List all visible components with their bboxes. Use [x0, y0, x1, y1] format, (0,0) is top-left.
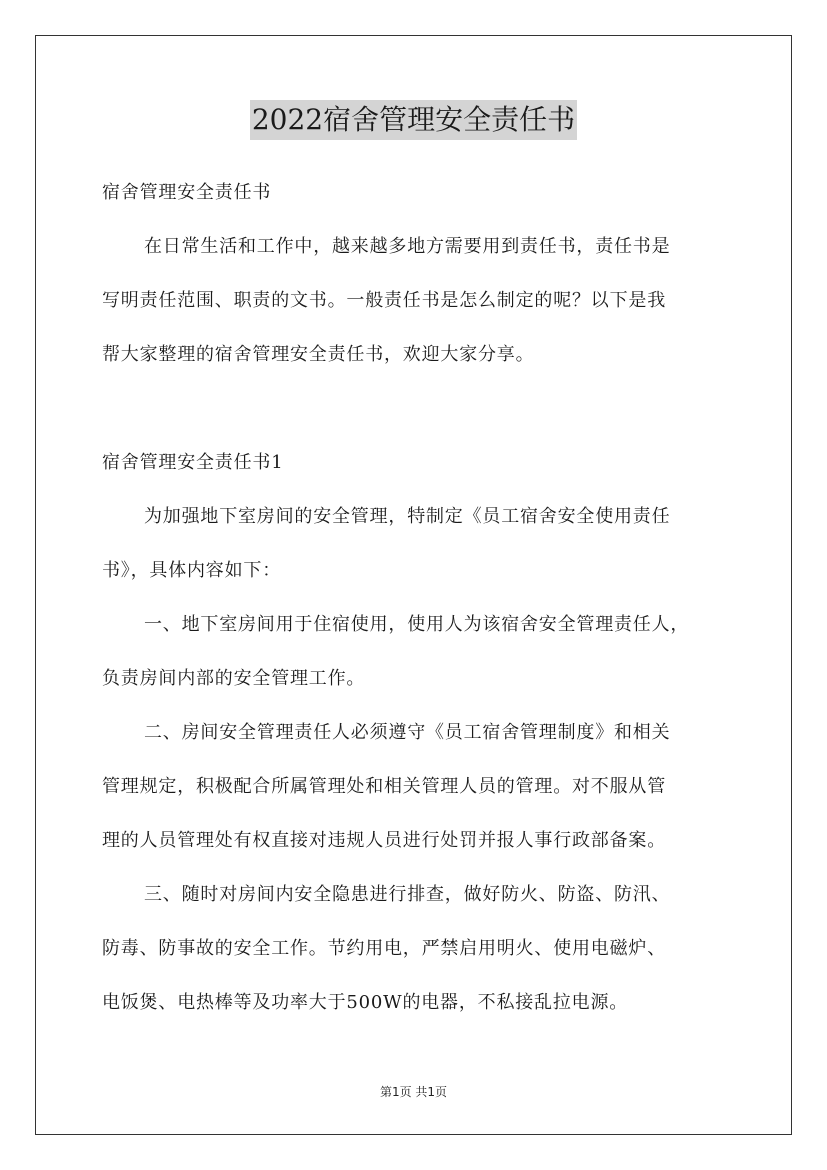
section-line-9: 防毒、防事故的安全工作。节约用电，严禁启用明火、使用电磁炉、	[102, 938, 666, 959]
section-line-4: 负责房间内部的安全管理工作。	[102, 668, 366, 689]
document-subtitle: 宿舍管理安全责任书	[102, 182, 272, 203]
document-title: 2022宿舍管理安全责任书	[250, 100, 577, 140]
intro-line-1: 在日常生活和工作中，越来越多地方需要用到责任书，责任书是	[144, 236, 671, 257]
paragraph-gap	[102, 386, 732, 440]
section-line-2: 书》，具体内容如下：	[102, 560, 281, 581]
intro-line-2: 写明责任范围、职责的文书。一般责任书是怎么制定的呢？以下是我	[102, 290, 666, 311]
section-line-3: 一、地下室房间用于住宿使用，使用人为该宿舍安全管理责任人，	[144, 614, 690, 635]
section-line-1: 为加强地下室房间的安全管理，特制定《员工宿舍安全使用责任	[144, 506, 671, 527]
title-area	[0, 100, 827, 140]
section-line-10: 电饭煲、电热棒等及功率大于500W的电器，不私接乱拉电源。	[102, 992, 629, 1013]
section-line-6: 管理规定，积极配合所属管理处和相关管理人员的管理。对不服从管	[102, 776, 666, 797]
document-body	[102, 170, 732, 1034]
section-line-8: 三、随时对房间内安全隐患进行排查，做好防火、防盗、防汛、	[144, 884, 671, 905]
section-line-5: 二、房间安全管理责任人必须遵守《员工宿舍管理制度》和相关	[144, 722, 671, 743]
page-footer: 第1页 共1页	[379, 1085, 448, 1099]
intro-line-3: 帮大家整理的宿舍管理安全责任书，欢迎大家分享。	[102, 344, 535, 365]
section-line-7: 理的人员管理处有权直接对违规人员进行处罚并报人事行政部备案。	[102, 830, 666, 851]
section-heading: 宿舍管理安全责任书1	[102, 452, 284, 473]
